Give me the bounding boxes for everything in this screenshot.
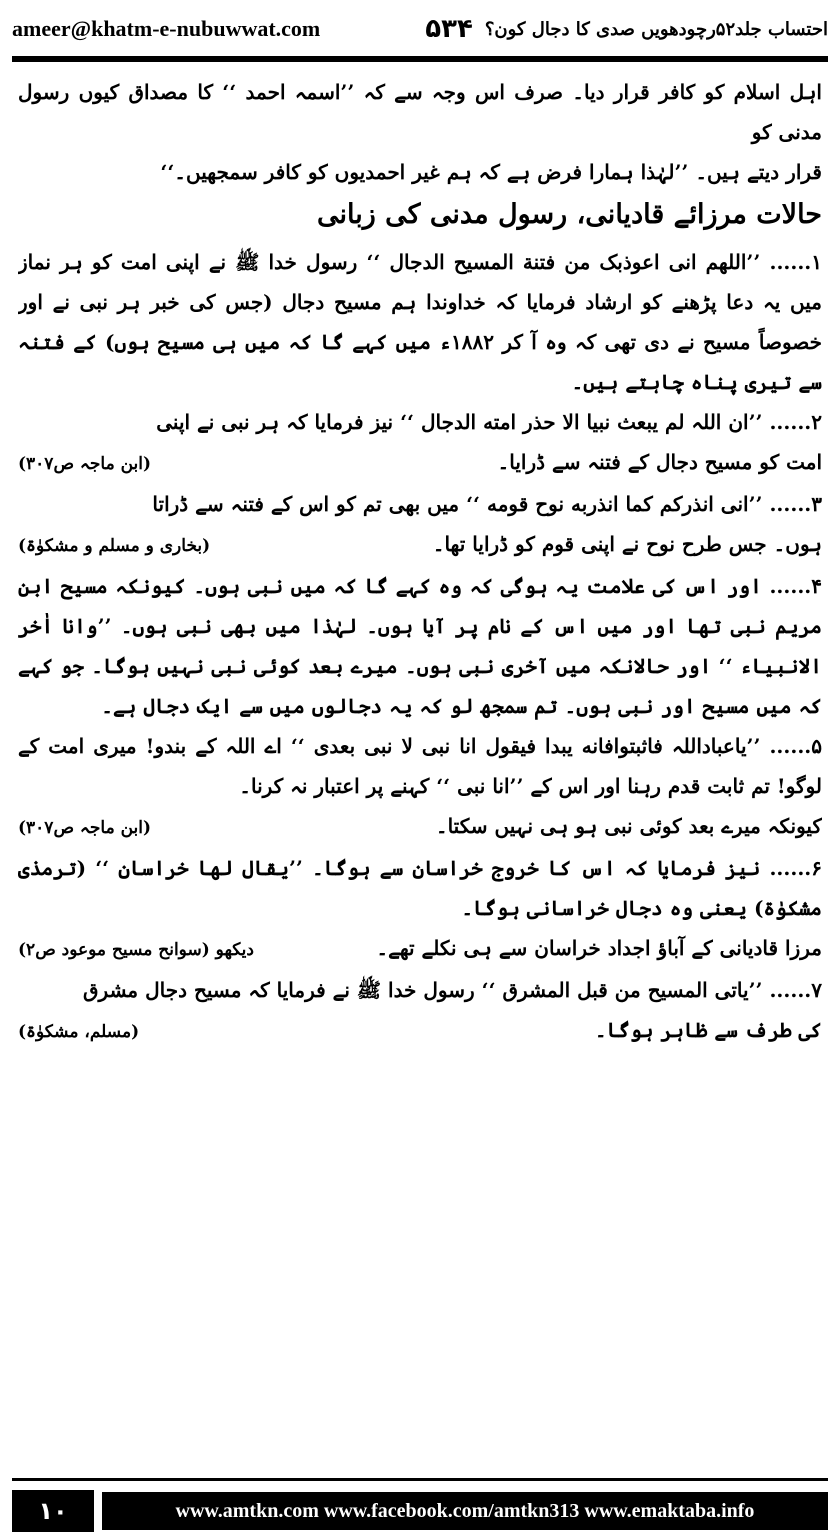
footer-rule bbox=[12, 1478, 828, 1481]
intro-line-1: اہل اسلام کو کافر قرار دیا۔ صرف اس وجہ سے کہ ’’اسمہ احمد ‘‘ کا مصداق کیوں رسول مدنی کو bbox=[18, 80, 822, 144]
note-line bbox=[18, 928, 822, 970]
item-number: ۷...... bbox=[769, 978, 822, 1002]
header-page-number: ۵۳۴ bbox=[425, 14, 473, 44]
page-footer bbox=[12, 1490, 828, 1532]
list-item bbox=[18, 726, 822, 806]
item-reference: (ابن ماجہ ص۳۰۷) bbox=[18, 454, 152, 474]
item-text: اے اللہ کے بندو! میری امت کے لوگو! تم ثابت قدم رہنا اور اس کے ’’انا نبی ‘‘ کہنے پر اعتبار نہ کرنا۔ bbox=[18, 734, 822, 798]
item-last-line bbox=[18, 1010, 822, 1052]
item-text: اور اس کی علامت یہ ہوگی کہ وہ کہے گا کہ میں نبی ہوں۔ کیونکہ مسیح ابن مریم نبی تھا اور میں اس کے نام پر آیا ہوں۔ لہٰذا میں بھی نبی ہوں۔ ’’وانا اٰخر الانبیاء ‘‘ اور حالانکہ میں آخری نبی ہوں۔ میرے بعد کوئی نبی نہیں ہوگا۔ جو کہے کہ میں مسیح اور نبی ہوں۔ تم سمجھ لو کہ یہ دجالوں میں سے ایک دجال ہے۔ bbox=[18, 574, 822, 718]
item-text: رسول خدا ﷺ نے فرمایا کہ مسیح دجال مشرق bbox=[83, 978, 475, 1002]
note-reference: دیکھو (سوانح مسیح موعود ص۲) bbox=[18, 940, 254, 960]
item-text-end: کی طرف سے ظاہر ہوگا۔ bbox=[594, 1018, 822, 1042]
header-title-group bbox=[425, 14, 828, 44]
item-reference: (ابن ماجہ ص۳۰۷) bbox=[18, 818, 152, 838]
header-email: ameer@khatm-e-nubuwwat.com bbox=[12, 16, 321, 41]
section-heading: حالات مرزائے قادیانی، رسول مدنی کی زبانی bbox=[316, 199, 822, 230]
item-number: ۵...... bbox=[769, 734, 822, 758]
footer-links[interactable]: www.amtkn.com www.facebook.com/amtkn313 www.emaktaba.info bbox=[102, 1492, 828, 1530]
item-text-end: ہوں۔ جس طرح نوح نے اپنی قوم کو ڈرایا تھا۔ bbox=[432, 532, 822, 556]
item-last-line bbox=[18, 442, 822, 484]
item-last-line bbox=[18, 806, 822, 848]
list-item bbox=[18, 848, 822, 928]
header-rule bbox=[12, 56, 828, 62]
item-reference: (مسلم، مشکوٰۃ) bbox=[18, 1022, 140, 1042]
item-text: نیز فرمایا کہ ہر نبی نے اپنی bbox=[156, 410, 394, 434]
item-arabic-quote: ’’یاعباداللہ فاثبتوافانه یبدا فیقول انا نبی لا نبی بعدی ‘‘ bbox=[290, 734, 761, 758]
list-item bbox=[18, 242, 822, 402]
list-item bbox=[18, 484, 822, 524]
item-number: ۶...... bbox=[769, 856, 822, 880]
item-number: ۳...... bbox=[769, 492, 822, 516]
header-title: احتساب جلد۵۲رچودھویں صدی کا دجال کون؟ bbox=[484, 18, 828, 40]
item-arabic-quote: ’’یاتی المسیح من قبل المشرق ‘‘ bbox=[481, 978, 763, 1002]
item-reference: (بخاری و مسلم و مشکوٰۃ) bbox=[18, 536, 211, 556]
footer-page-number: ۱۰ bbox=[12, 1490, 94, 1532]
item-number: ۱...... bbox=[769, 250, 822, 274]
item-text-end: امت کو مسیح دجال کے فتنہ سے ڈرایا۔ bbox=[497, 450, 822, 474]
intro-line-2: قرار دیتے ہیں۔ ’’لہٰذا ہمارا فرض ہے کہ ہم غیر احمدیوں کو کافر سمجھیں۔‘‘ bbox=[160, 160, 822, 184]
list-item bbox=[18, 566, 822, 726]
item-arabic-quote: ’’انی انذرکم کما انذربه نوح قومه ‘‘ bbox=[466, 492, 763, 516]
item-text: نیز فرمایا کہ اس کا خروج خراسان سے ہوگا۔ ’’یقال لھا خراسان ‘‘ (ترمذی مشکوٰۃ) یعنی وہ دجال خراسانی ہوگا۔ bbox=[18, 856, 822, 920]
item-last-line bbox=[18, 524, 822, 566]
item-arabic-quote: ’’اللھم انی اعوذبک من فتنة المسیح الدجال ‘‘ bbox=[366, 250, 761, 274]
list-item bbox=[18, 402, 822, 442]
item-text: میں بھی تم کو اس کے فتنہ سے ڈراتا bbox=[152, 492, 460, 516]
item-text-end: کیونکہ میرے بعد کوئی نبی ہو ہی نہیں سکتا۔ bbox=[435, 814, 822, 838]
note-text: مرزا قادیانی کے آباؤ اجداد خراسان سے ہی نکلے تھے۔ bbox=[376, 936, 822, 960]
item-text: رسول خدا ﷺ نے اپنی امت کو ہر نماز میں یہ دعا پڑھنے کو ارشاد فرمایا کہ خداوندا ہم مسیح دجال (جس کی خبر ہر نبی نے اور خصوصاً مسیح نے دی تھی کہ وہ آ کر ۱۸۸۲ء میں کہے گا کہ میں ہی مسیح ہوں) کے فتنہ سے تیری پناہ چاہتے ہیں۔ bbox=[18, 250, 822, 394]
item-number: ۲...... bbox=[769, 410, 822, 434]
list-item bbox=[18, 970, 822, 1010]
page-header bbox=[12, 6, 828, 52]
page-body bbox=[18, 72, 822, 1467]
item-number: ۴...... bbox=[769, 574, 822, 598]
item-arabic-quote: ’’ان اللہ لم یبعث نبیا الا حذر امته الدجال ‘‘ bbox=[400, 410, 763, 434]
